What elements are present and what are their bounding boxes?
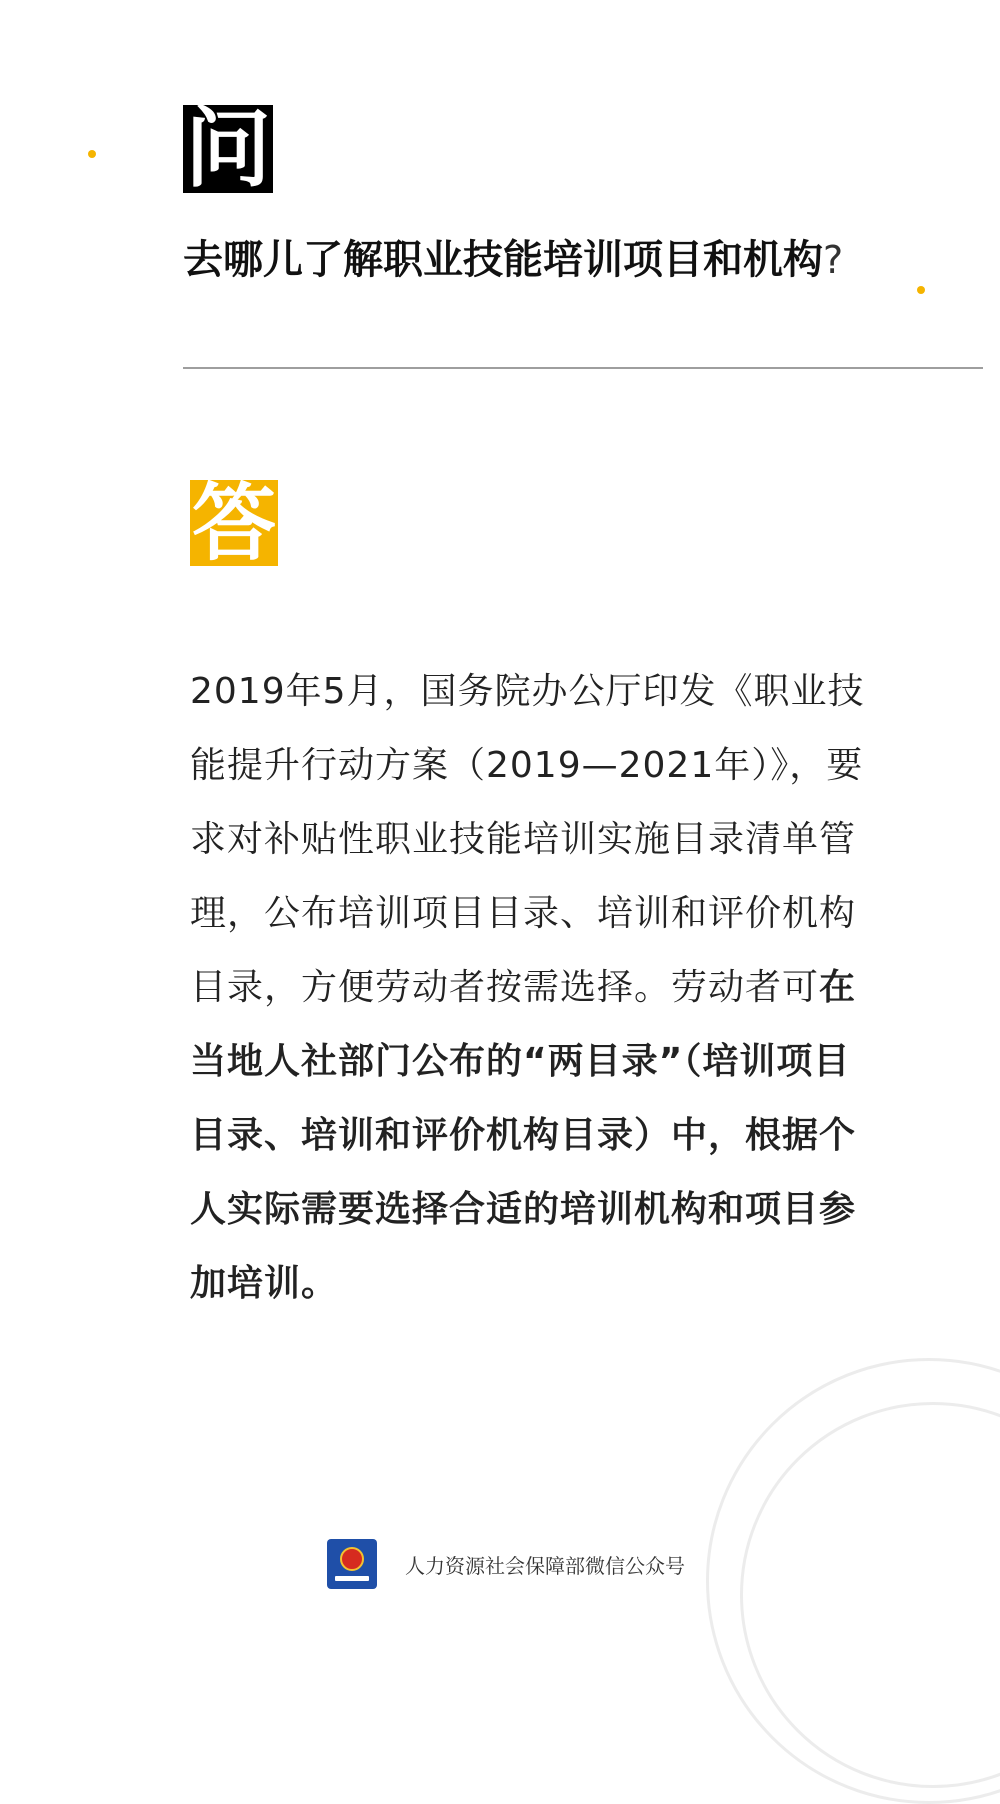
emblem-bar (335, 1576, 369, 1581)
answer-text-normal: 2019年5月，国务院办公厅印发《职业技能提升行动方案（2019—2021年）》，要求对补贴性职业技能培训实施目录清单管理，公布培训项目目录、培训和评价机构目录，方便劳动者按需选择。劳动者可 (190, 671, 865, 1008)
accent-dot-right (917, 286, 925, 294)
divider (183, 367, 983, 369)
footer-account-name: 人力资源社会保障部微信公众号 (405, 1553, 685, 1578)
question-title (183, 232, 843, 288)
accent-dot-left (88, 150, 96, 158)
question-title-text: 去哪儿了解职业技能培训项目和机构 (183, 237, 823, 283)
question-mark: ? (823, 238, 844, 282)
emblem-circle (340, 1547, 364, 1571)
answer-text-bold: 在当地人社部门公布的“两目录”（培训项目目录、培训和评价机构目录）中，根据个人实际需要选择合适的培训机构和项目参加培训。 (190, 967, 857, 1304)
answer-body (190, 655, 870, 1321)
mohrss-emblem-icon (327, 1539, 377, 1589)
footer (327, 1538, 685, 1590)
question-badge: 问 (185, 98, 271, 199)
answer-badge: 答 (191, 473, 276, 572)
